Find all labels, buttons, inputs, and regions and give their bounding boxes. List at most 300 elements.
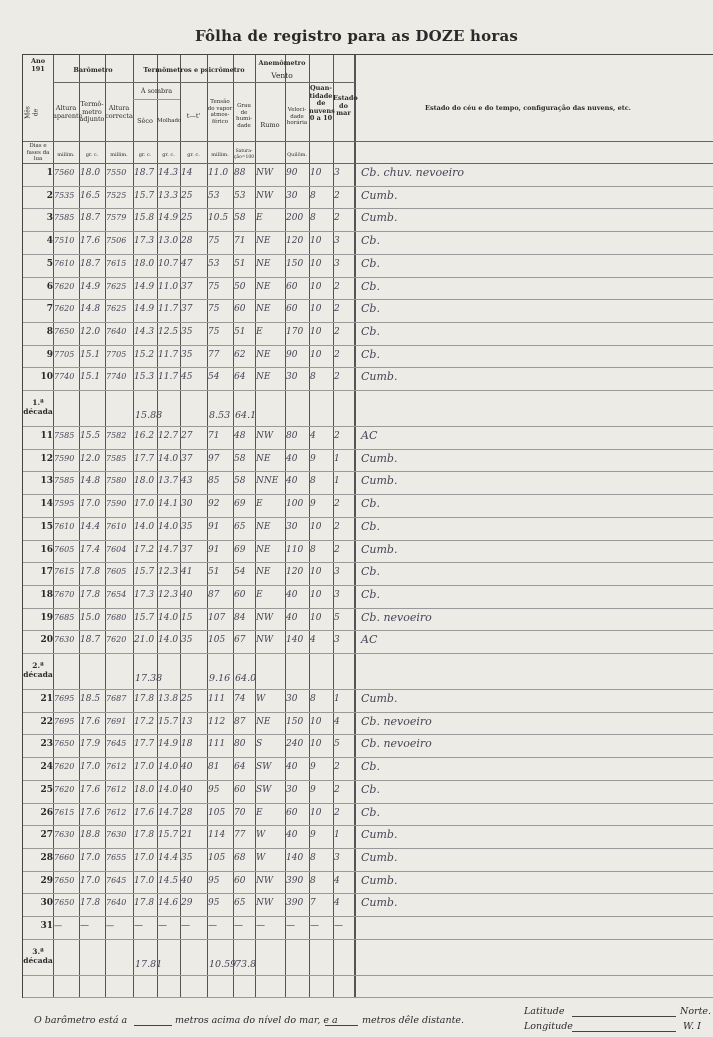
cell-alt[interactable]: —: [54, 921, 62, 930]
cell-estado-ceu[interactable]: Cb.: [361, 302, 380, 316]
cell-seco[interactable]: 15.7: [134, 567, 155, 578]
cell-mol[interactable]: 12.3: [158, 567, 179, 578]
cell-estado-ceu[interactable]: Cumb.: [361, 451, 398, 465]
cell-m[interactable]: 1: [334, 830, 340, 841]
cell-vel[interactable]: 60: [286, 304, 298, 315]
cell-m[interactable]: 2: [334, 762, 340, 773]
cell-q[interactable]: 10: [310, 716, 322, 727]
cell-corr[interactable]: 7506: [106, 236, 127, 246]
cell-vel[interactable]: 100: [286, 499, 304, 510]
cell-mol[interactable]: 14.0: [158, 762, 179, 773]
cell-t[interactable]: 18.0: [80, 168, 101, 178]
cell-vel[interactable]: 40: [286, 762, 298, 773]
cell-corr[interactable]: 7630: [106, 830, 127, 840]
cell-m[interactable]: 2: [334, 499, 340, 510]
cell-diff[interactable]: 40: [181, 784, 193, 795]
cell-mol[interactable]: 14.4: [158, 852, 179, 863]
cell-corr[interactable]: 7645: [106, 875, 127, 885]
cell-t[interactable]: 18.7: [80, 258, 101, 269]
cell-ten[interactable]: 71: [208, 431, 220, 441]
cell-ten[interactable]: 10.5: [208, 213, 229, 224]
cell-rumo[interactable]: W: [256, 852, 266, 863]
cell-q[interactable]: 10: [310, 612, 322, 623]
cell-vel[interactable]: 60: [286, 807, 298, 818]
cell-m[interactable]: 2: [334, 326, 340, 337]
cell-vel[interactable]: 90: [286, 349, 298, 360]
cell-alt[interactable]: 7650: [54, 898, 75, 908]
cell-hum[interactable]: 58: [234, 453, 246, 464]
cell-hum[interactable]: 67: [234, 635, 246, 646]
cell-rumo[interactable]: NW: [256, 168, 274, 178]
cell-rumo[interactable]: NW: [256, 612, 274, 623]
cell-t[interactable]: 17.6: [80, 807, 101, 818]
cell-seco[interactable]: 17.0: [134, 852, 155, 863]
cell-alt[interactable]: 7620: [54, 762, 75, 772]
cell-corr[interactable]: 7625: [106, 281, 127, 291]
cell-q[interactable]: 8: [310, 190, 316, 201]
cell-diff[interactable]: 25: [181, 694, 193, 704]
cell-m[interactable]: 3: [334, 852, 340, 863]
cell-estado-ceu[interactable]: Cb.: [361, 234, 380, 248]
cell-estado-ceu[interactable]: Cumb.: [361, 211, 398, 225]
cell-hum[interactable]: 62: [234, 349, 246, 360]
cell-diff[interactable]: 21: [181, 830, 193, 841]
cell-mol[interactable]: 13.8: [158, 694, 179, 704]
cell-mol[interactable]: 14.7: [158, 807, 179, 818]
cell-ten[interactable]: 81: [208, 762, 220, 773]
cell-corr[interactable]: —: [106, 921, 114, 930]
cell-alt[interactable]: 7585: [54, 476, 75, 486]
cell-estado-ceu[interactable]: Cb.: [361, 760, 380, 774]
cell-diff[interactable]: 35: [181, 326, 193, 337]
cell-vel[interactable]: 150: [286, 716, 304, 727]
cell-alt[interactable]: 7510: [54, 236, 75, 246]
cell-q[interactable]: 8: [310, 544, 316, 555]
cell-alt[interactable]: 7660: [54, 852, 75, 862]
cell-alt[interactable]: 7695: [54, 716, 75, 726]
cell-diff[interactable]: 25: [181, 213, 193, 224]
cell-m[interactable]: 1: [334, 694, 340, 704]
cell-vel[interactable]: 390: [286, 875, 304, 886]
cell-alt[interactable]: 7650: [54, 739, 75, 749]
cell-mol[interactable]: 14.9: [158, 739, 179, 750]
cell-estado-ceu[interactable]: AC: [361, 633, 378, 647]
cell-q[interactable]: 10: [310, 168, 322, 178]
cell-hum[interactable]: 71: [234, 236, 246, 247]
cell-q[interactable]: 10: [310, 304, 322, 315]
cell-corr[interactable]: 7705: [106, 349, 127, 359]
cell-estado-ceu[interactable]: Cumb.: [361, 188, 398, 202]
cell-t[interactable]: 17.0: [80, 762, 101, 773]
cell-corr[interactable]: 7612: [106, 784, 127, 794]
cell-hum[interactable]: 68: [234, 852, 246, 863]
cell-q[interactable]: 10: [310, 236, 322, 247]
cell-m[interactable]: 5: [334, 612, 340, 623]
cell-diff[interactable]: 37: [181, 453, 193, 464]
cell-ten[interactable]: 53: [208, 190, 220, 201]
cell-mol[interactable]: 12.7: [158, 431, 179, 441]
cell-diff[interactable]: 40: [181, 762, 193, 773]
cell-vel[interactable]: 80: [286, 431, 298, 441]
cell-vel[interactable]: 140: [286, 635, 304, 646]
cell-q[interactable]: 9: [310, 499, 316, 510]
cell-corr[interactable]: 7680: [106, 612, 127, 622]
cell-alt[interactable]: 7590: [54, 453, 75, 463]
cell-rumo[interactable]: SW: [256, 784, 272, 795]
cell-t[interactable]: 14.9: [80, 281, 101, 292]
cell-q[interactable]: 9: [310, 453, 316, 464]
cell-seco[interactable]: 18.7: [134, 168, 155, 178]
cell-estado-ceu[interactable]: Cumb.: [361, 828, 398, 842]
cell-q[interactable]: 10: [310, 521, 322, 532]
cell-vel[interactable]: 30: [286, 694, 298, 704]
cell-vel[interactable]: 150: [286, 258, 304, 269]
cell-hum[interactable]: 54: [234, 567, 246, 578]
cell-alt[interactable]: 7615: [54, 567, 75, 577]
cell-seco[interactable]: 18.0: [134, 476, 155, 487]
cell-estado-ceu[interactable]: Cb.: [361, 497, 380, 511]
cell-corr[interactable]: 7691: [106, 716, 127, 726]
cell-ten[interactable]: 95: [208, 898, 220, 909]
cell-estado-ceu[interactable]: Cumb.: [361, 474, 398, 488]
cell-m[interactable]: 3: [334, 589, 340, 600]
cell-t[interactable]: 17.0: [80, 852, 101, 863]
cell-hum[interactable]: 58: [234, 213, 246, 224]
cell-estado-ceu[interactable]: Cb.: [361, 782, 380, 796]
cell-ten[interactable]: 105: [208, 807, 226, 818]
cell-t[interactable]: 17.4: [80, 544, 101, 555]
cell-corr[interactable]: 7615: [106, 258, 127, 268]
cell-m[interactable]: 2: [334, 807, 340, 818]
cell-vel[interactable]: 30: [286, 521, 298, 532]
cell-corr[interactable]: 7550: [106, 168, 127, 177]
cell-q[interactable]: 8: [310, 852, 316, 863]
cell-estado-ceu[interactable]: Cumb.: [361, 873, 398, 887]
cell-mol[interactable]: 13.7: [158, 476, 179, 487]
cell-vel[interactable]: 200: [286, 213, 304, 224]
cell-q[interactable]: 10: [310, 281, 322, 292]
cell-hum[interactable]: 51: [234, 258, 246, 269]
cell-seco[interactable]: 15.3: [134, 372, 155, 383]
cell-m[interactable]: 2: [334, 521, 340, 532]
cell-vel[interactable]: 390: [286, 898, 304, 909]
cell-hum[interactable]: 87: [234, 716, 246, 727]
cell-ten[interactable]: 95: [208, 875, 220, 886]
cell-mol[interactable]: 10.7: [158, 258, 179, 269]
cell-diff[interactable]: 45: [181, 372, 193, 383]
cell-mol[interactable]: 13.0: [158, 236, 179, 247]
cell-rumo[interactable]: E: [256, 213, 263, 224]
cell-ten[interactable]: 92: [208, 499, 220, 510]
cell-t[interactable]: 17.6: [80, 784, 101, 795]
cell-t[interactable]: —: [80, 921, 89, 931]
cell-seco[interactable]: 17.8: [134, 898, 155, 909]
cell-rumo[interactable]: NE: [256, 258, 271, 269]
cell-seco[interactable]: 17.2: [134, 716, 155, 727]
cell-ten[interactable]: 11.0: [208, 168, 229, 178]
cell-rumo[interactable]: NW: [256, 635, 274, 646]
cell-mol[interactable]: —: [158, 921, 167, 931]
cell-q[interactable]: 10: [310, 807, 322, 818]
cell-estado-ceu[interactable]: Cumb.: [361, 370, 398, 384]
cell-diff[interactable]: 37: [181, 304, 193, 315]
cell-hum[interactable]: 84: [234, 612, 246, 623]
cell-q[interactable]: 9: [310, 830, 316, 841]
cell-ten[interactable]: 91: [208, 544, 220, 555]
cell-mol[interactable]: 14.3: [158, 168, 179, 178]
cell-diff[interactable]: 47: [181, 258, 193, 269]
cell-diff[interactable]: 35: [181, 635, 193, 646]
cell-rumo[interactable]: SW: [256, 762, 272, 773]
cell-mol[interactable]: 11.7: [158, 372, 179, 383]
cell-seco[interactable]: 17.7: [134, 453, 155, 464]
cell-hum[interactable]: 48: [234, 431, 246, 441]
cell-ten[interactable]: 95: [208, 784, 220, 795]
cell-ten[interactable]: 112: [208, 716, 226, 727]
cell-seco[interactable]: 17.8: [134, 830, 155, 841]
cell-seco[interactable]: 17.3: [134, 589, 155, 600]
latitude-field[interactable]: [572, 1016, 676, 1017]
cell-m[interactable]: 1: [334, 476, 340, 487]
cell-rumo[interactable]: NE: [256, 521, 271, 532]
cell-t[interactable]: 17.6: [80, 716, 101, 727]
cell-estado-ceu[interactable]: Cb.: [361, 324, 380, 338]
cell-corr[interactable]: 7582: [106, 431, 127, 440]
cell-diff[interactable]: 14: [181, 168, 193, 178]
cell-mol[interactable]: 14.9: [158, 213, 179, 224]
cell-mol[interactable]: 11.7: [158, 349, 179, 360]
cell-alt[interactable]: 7650: [54, 326, 75, 336]
cell-alt[interactable]: 7560: [54, 168, 75, 177]
cell-m[interactable]: 2: [334, 213, 340, 224]
cell-corr[interactable]: 7610: [106, 521, 127, 531]
cell-vel[interactable]: 60: [286, 281, 298, 292]
cell-diff[interactable]: 30: [181, 499, 193, 510]
cell-vel[interactable]: 40: [286, 453, 298, 464]
cell-ten[interactable]: 111: [208, 694, 226, 704]
cell-estado-ceu[interactable]: Cb. chuv. nevoeiro: [361, 166, 465, 179]
cell-ten[interactable]: 97: [208, 453, 220, 464]
cell-t[interactable]: 18.8: [80, 830, 101, 841]
cell-corr[interactable]: 7640: [106, 326, 127, 336]
cell-vel[interactable]: 140: [286, 852, 304, 863]
cell-q[interactable]: 4: [310, 431, 316, 441]
cell-alt[interactable]: 7585: [54, 431, 75, 440]
cell-hum[interactable]: 64: [234, 762, 246, 773]
cell-m[interactable]: 4: [334, 898, 340, 909]
cell-q[interactable]: 10: [310, 258, 322, 269]
cell-hum[interactable]: 70: [234, 807, 246, 818]
cell-t[interactable]: 14.4: [80, 521, 101, 532]
cell-ten[interactable]: 75: [208, 281, 220, 292]
cell-diff[interactable]: 29: [181, 898, 193, 909]
cell-q[interactable]: 10: [310, 567, 322, 578]
cell-m[interactable]: 2: [334, 431, 340, 441]
cell-hum[interactable]: 60: [234, 875, 246, 886]
cell-t[interactable]: 12.0: [80, 326, 101, 337]
cell-estado-ceu[interactable]: Cumb.: [361, 896, 398, 910]
cell-t[interactable]: 15.0: [80, 612, 101, 623]
cell-t[interactable]: 14.8: [80, 476, 101, 487]
cell-seco[interactable]: 14.3: [134, 326, 155, 337]
cell-mol[interactable]: 13.3: [158, 190, 179, 201]
cell-estado-ceu[interactable]: AC: [361, 429, 378, 442]
cell-seco[interactable]: 17.8: [134, 694, 155, 704]
cell-hum[interactable]: 69: [234, 499, 246, 510]
cell-corr[interactable]: 7585: [106, 453, 127, 463]
cell-corr[interactable]: 7655: [106, 852, 127, 862]
cell-estado-ceu[interactable]: Cb. nevoeiro: [361, 714, 432, 728]
cell-corr[interactable]: 7604: [106, 544, 127, 554]
cell-ten[interactable]: 87: [208, 589, 220, 600]
cell-corr[interactable]: 7590: [106, 499, 127, 509]
cell-corr[interactable]: 7605: [106, 567, 127, 577]
cell-mol[interactable]: 11.7: [158, 304, 179, 315]
cell-hum[interactable]: 60: [234, 784, 246, 795]
cell-hum[interactable]: 69: [234, 544, 246, 555]
cell-seco[interactable]: 17.0: [134, 762, 155, 773]
cell-t[interactable]: 16.5: [80, 190, 101, 201]
cell-rumo[interactable]: NW: [256, 190, 274, 201]
cell-seco[interactable]: 15.7: [134, 612, 155, 623]
cell-q[interactable]: 9: [310, 784, 316, 795]
cell-m[interactable]: 2: [334, 372, 340, 383]
cell-seco[interactable]: 16.2: [134, 431, 155, 441]
cell-t[interactable]: 17.9: [80, 739, 101, 750]
cell-seco[interactable]: 15.7: [134, 190, 155, 201]
cell-seco[interactable]: 17.2: [134, 544, 155, 555]
cell-q[interactable]: 8: [310, 213, 316, 224]
cell-seco[interactable]: 17.3: [134, 236, 155, 247]
cell-ten[interactable]: —: [208, 921, 217, 931]
cell-seco[interactable]: 15.8: [134, 213, 155, 224]
cell-hum[interactable]: 58: [234, 476, 246, 487]
footer-blank-2[interactable]: [325, 1025, 358, 1026]
cell-vel[interactable]: 240: [286, 739, 304, 750]
cell-m[interactable]: 3: [334, 567, 340, 578]
cell-ten[interactable]: 51: [208, 567, 220, 578]
cell-hum[interactable]: —: [234, 921, 243, 931]
cell-rumo[interactable]: NE: [256, 281, 271, 292]
cell-corr[interactable]: 7687: [106, 694, 127, 703]
cell-diff[interactable]: 13: [181, 716, 193, 727]
cell-estado-ceu[interactable]: Cumb.: [361, 542, 398, 556]
cell-corr[interactable]: 7612: [106, 762, 127, 772]
cell-m[interactable]: 4: [334, 716, 340, 727]
cell-mol[interactable]: 15.7: [158, 830, 179, 841]
cell-alt[interactable]: 7695: [54, 694, 75, 703]
cell-ten[interactable]: 54: [208, 372, 220, 383]
cell-vel[interactable]: 120: [286, 236, 304, 247]
cell-estado-ceu[interactable]: Cb.: [361, 805, 380, 819]
cell-rumo[interactable]: NE: [256, 567, 271, 578]
cell-m[interactable]: 2: [334, 784, 340, 795]
cell-mol[interactable]: 12.3: [158, 589, 179, 600]
cell-corr[interactable]: 7580: [106, 476, 127, 486]
cell-diff[interactable]: 25: [181, 190, 193, 201]
cell-t[interactable]: 15.5: [80, 431, 101, 441]
cell-m[interactable]: 3: [334, 168, 340, 178]
cell-q[interactable]: —: [310, 921, 319, 931]
cell-diff[interactable]: 28: [181, 807, 193, 818]
cell-m[interactable]: 2: [334, 190, 340, 201]
cell-alt[interactable]: 7630: [54, 635, 75, 645]
cell-ten[interactable]: 75: [208, 236, 220, 247]
cell-estado-ceu[interactable]: Cb.: [361, 587, 380, 601]
cell-mol[interactable]: 14.7: [158, 544, 179, 555]
cell-rumo[interactable]: NE: [256, 544, 271, 555]
cell-mol[interactable]: 14.6: [158, 898, 179, 909]
cell-mol[interactable]: 14.0: [158, 612, 179, 623]
cell-mol[interactable]: 14.0: [158, 784, 179, 795]
cell-m[interactable]: 2: [334, 544, 340, 555]
cell-mol[interactable]: 11.0: [158, 281, 179, 292]
cell-estado-ceu[interactable]: Cumb.: [361, 850, 398, 864]
cell-t[interactable]: 17.6: [80, 236, 101, 247]
cell-hum[interactable]: 64: [234, 372, 246, 383]
cell-mol[interactable]: 14.5: [158, 875, 179, 886]
cell-m[interactable]: 2: [334, 304, 340, 315]
cell-alt[interactable]: 7615: [54, 807, 75, 817]
cell-corr[interactable]: 7525: [106, 190, 127, 200]
cell-q[interactable]: 8: [310, 875, 316, 886]
cell-rumo[interactable]: E: [256, 499, 263, 510]
cell-rumo[interactable]: NE: [256, 716, 271, 727]
cell-corr[interactable]: 7579: [106, 213, 127, 223]
cell-corr[interactable]: 7640: [106, 898, 127, 908]
footer-blank-1[interactable]: [134, 1025, 172, 1026]
cell-estado-ceu[interactable]: Cb.: [361, 256, 380, 270]
cell-alt[interactable]: 7620: [54, 281, 75, 291]
cell-rumo[interactable]: E: [256, 326, 263, 337]
cell-seco[interactable]: 21.0: [134, 635, 155, 646]
cell-alt[interactable]: 7610: [54, 521, 75, 531]
cell-vel[interactable]: 40: [286, 476, 298, 487]
cell-rumo[interactable]: NE: [256, 453, 271, 464]
cell-seco[interactable]: 18.0: [134, 784, 155, 795]
cell-alt[interactable]: 7650: [54, 875, 75, 885]
cell-estado-ceu[interactable]: Cb.: [361, 519, 380, 533]
cell-hum[interactable]: 60: [234, 589, 246, 600]
cell-estado-ceu[interactable]: Cumb.: [361, 692, 398, 705]
cell-alt[interactable]: 7605: [54, 544, 75, 554]
cell-estado-ceu[interactable]: Cb.: [361, 279, 380, 293]
cell-estado-ceu[interactable]: Cb.: [361, 565, 380, 579]
cell-rumo[interactable]: NW: [256, 898, 274, 909]
cell-rumo[interactable]: NE: [256, 372, 271, 383]
cell-q[interactable]: 10: [310, 739, 322, 750]
cell-m[interactable]: 5: [334, 739, 340, 750]
cell-q[interactable]: 10: [310, 589, 322, 600]
cell-diff[interactable]: 37: [181, 281, 193, 292]
cell-alt[interactable]: 7535: [54, 190, 75, 200]
cell-alt[interactable]: 7670: [54, 589, 75, 599]
cell-seco[interactable]: 17.7: [134, 739, 155, 750]
cell-alt[interactable]: 7705: [54, 349, 75, 359]
cell-diff[interactable]: 41: [181, 567, 193, 578]
cell-m[interactable]: 4: [334, 875, 340, 886]
cell-vel[interactable]: 30: [286, 190, 298, 201]
cell-q[interactable]: 8: [310, 694, 316, 704]
cell-ten[interactable]: 105: [208, 635, 226, 646]
cell-t[interactable]: 17.8: [80, 567, 101, 578]
cell-ten[interactable]: 85: [208, 476, 220, 487]
cell-t[interactable]: 18.7: [80, 213, 101, 224]
cell-mol[interactable]: 14.0: [158, 635, 179, 646]
cell-diff[interactable]: —: [181, 921, 190, 931]
cell-vel[interactable]: 90: [286, 168, 298, 178]
cell-alt[interactable]: 7585: [54, 213, 75, 223]
